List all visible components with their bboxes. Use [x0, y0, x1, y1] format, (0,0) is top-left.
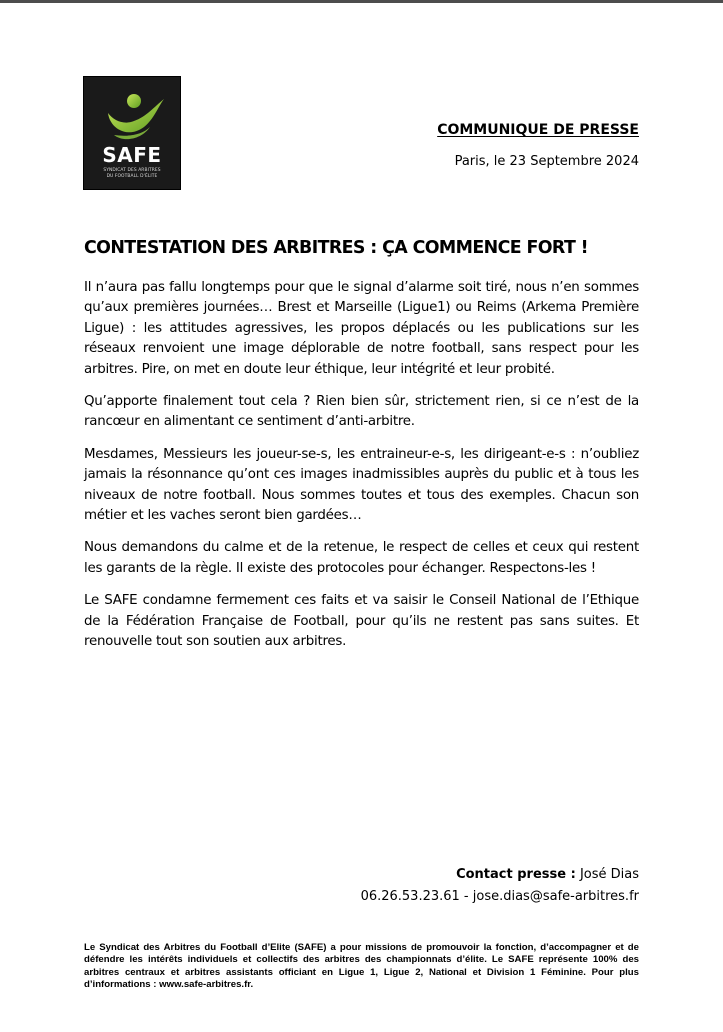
paragraph: Qu’apporte finalement tout cela ? Rien bien sûr, strictement rien, si ce n’est de la rancœur en alimentant ce sentiment d’anti-arbitre.	[84, 394, 639, 430]
paragraph: Mesdames, Messieurs les joueur-se-s, les entraineur-e-s, les dirigeant-e-s : n’oubliez jamais la résonnance qu’ont ces images inadmissibles auprès du public et à tous les niveaux de notre football. Nous sommes toutes et tous des exemples. Chacun son métier et les vaches seront bien gardées…	[84, 446, 639, 524]
contact-details[interactable]: 06.26.53.23.61 - jose.dias@safe-arbitres.fr	[360, 889, 639, 904]
logo-tagline: SYNDICAT DES ARBITRES DU FOOTBALL D'ÉLITE	[103, 168, 161, 179]
logo-wordmark: SAFE	[102, 143, 162, 167]
contact-label: Contact presse :	[456, 867, 576, 882]
document-type: COMMUNIQUE DE PRESSE	[437, 122, 639, 138]
footer-note: Le Syndicat des Arbitres du Football d’Elite (SAFE) a pour missions de promouvoir la fonction, d’accompagner et de défendre les intérêts individuels et collectifs des arbitres des championnats d’élite. Le SAFE représente 100% des arbitres centraux et arbitres assistants officiant en Ligue 1, Ligue 2, National et Division 1 Féminine. Pour plus d’informations : www.safe-arbitres.fr.	[84, 942, 639, 991]
paragraph: Le SAFE condamne fermement ces faits et va saisir le Conseil National de l’Ethique de la Fédération Française de Football, pour qu’ils ne restent pas sans suites. Et renouvelle tout son soutien aux arbitres.	[84, 593, 639, 650]
paragraph: Nous demandons du calme et de la retenue, le respect de celles et ceux qui restent les garants de la règle. Il existe des protocoles pour échanger. Respectons-les !	[84, 540, 639, 576]
safe-logo	[84, 77, 180, 189]
contact-name: José Dias	[579, 867, 639, 882]
place-date: Paris, le 23 Septembre 2024	[454, 154, 639, 169]
top-border	[0, 0, 723, 3]
press-contact	[361, 864, 639, 908]
paragraph: Il n’aura pas fallu longtemps pour que le signal d’alarme soit tiré, nous n’en sommes qu’aux premières journées… Brest et Marseille (Ligue1) ou Reims (Arkema Première Ligue) : les attitudes agressives, les propos déplacés ou les publications sur les réseaux renvoient une image déplorable de notre football, sans respect pour les arbitres. Pire, on met en doute leur éthique, leur intégrité et leur probité.	[84, 280, 639, 377]
press-release-body	[84, 278, 639, 665]
headline: CONTESTATION DES ARBITRES : ÇA COMMENCE FORT !	[84, 238, 588, 258]
